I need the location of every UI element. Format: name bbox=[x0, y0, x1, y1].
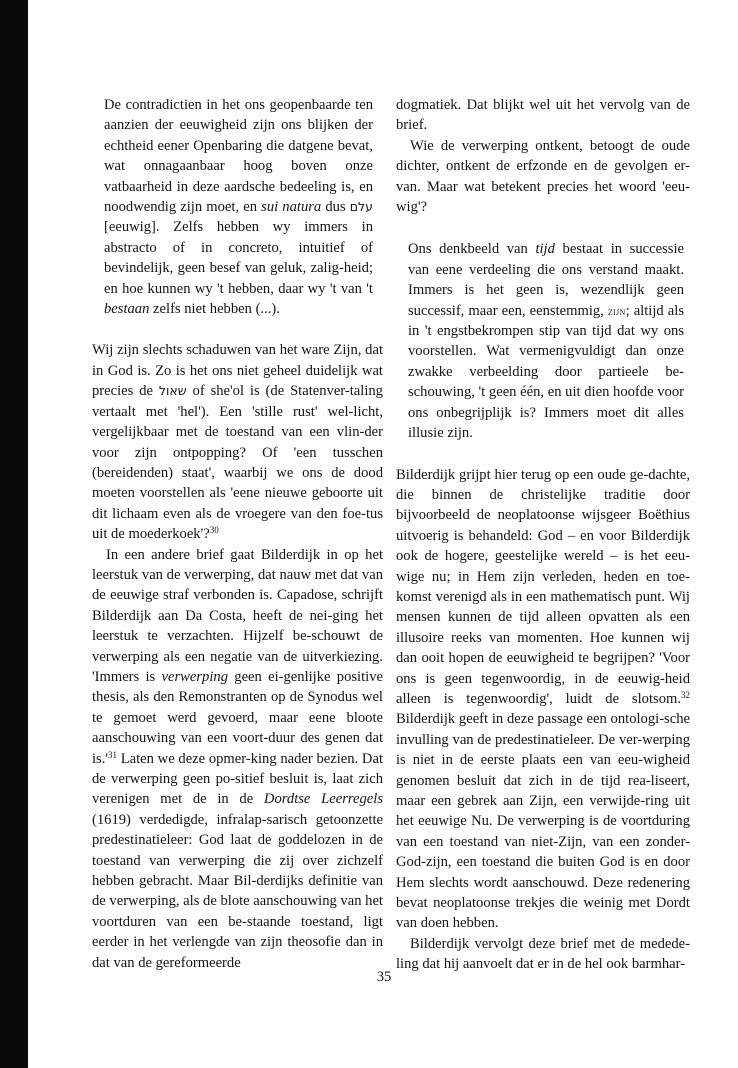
block-quote-eternity: De contradictien in het ons geopenbaarde ten aanzien der eeuwigheid zijn ons blijken der echtheid eener Openbaring die datgene bevat, wat onnagaanbaar hoog boven onze vatbaarheid in deze aardsche bedeeling is, en noodwendig zijn moet, en sui natura dus עלם [eeuwig]. Zelfs hebben wy immers in abstracto of in concreto, intuitief of bevindelijk, geen besef van geluk, zalig-heid; en hoe kunnen wy 't hebben, daar wy 't van 't bestaan zelfs niet hebben (...). bbox=[104, 97, 373, 318]
paragraph-boethius: Bilderdijk grijpt hier terug op een oude ge-dachte, die binnen de christelijke traditie door bijvoorbeeld de neoplatoonse wijsgeer Boëthius uitvoerig is behandeld: God – en voor Bilderdijk ook de hogere, geestelijke wereld – is het eeu-wige nu; in Hem zijn verleden, heden en toe-komst verenigd als in een mathematisch punt. Wij mensen kunnen de tijd alleen opvatten als een illusoire reeks van momenten. Hoe kunnen wij dan ooit hopen de eeuwigheid te begrijpen? 'Voor ons is geen tegenwoordig, in de eeuwig-heid alleen is tegenwoordig', luidt de slotsom.$^{32}$ Bilderdijk geeft in deze passage een ontologi-sche invulling van de predestinatieleer. De ver-werping is niet in de eerste plaats een van eeu-wigheid genomen besluit dat zich in de tijd rea-liseert, maar een gebrek aan Zijn, een verwijde-ring uit het eeuwige Nu. De verwerping is de voortduring van een toestand van niet-Zijn, van een zonder-God-zijn, een toestand die buiten God is en door Hem slechts wordt aanschouwd. Deze redenering bevat neoplatoonse trekjes die weinig met Dordt van doen hebben. bbox=[396, 466, 690, 932]
paragraph-denial: Wie de verwerping ontkent, betoogt de oude dichter, ontkent de erfzonde en de gevolgen er-van. Maar wat betekent precies het woord 'eeu-wig'? bbox=[396, 137, 690, 216]
page-number: 35 bbox=[376, 969, 392, 985]
paragraph-reprobation: In een andere brief gaat Bilderdijk in op het leerstuk van de verwerping, dat nauw met dat van de eeuwige straf verbonden is. Capadose, schrijft Bilderdijk aan Da Costa, heeft de nei-ging het leerstuk te verzachten. Hijzelf be-schouwt de verwerping als een negatie van de uitverkiezing. 'Immers is verwerping geen ei-genlijke positive thesis, als den Remonstranten op de Synodus wel te gemoet werd gevoerd, maar eene blootе aanschouwing van een voort-duur des genen dat $is.'^{31}$ Laten we deze opmer-king nader bezien. Dat de verwerping geen po-sitief besluit is, laat zich verenigen met de in de Dordtse Leerregels (1619) verdedigde, infralap-sarisch getoonzette predestinatieleer: God laat de goddelozen in de toestand van verwerping die zij over zichzelf hebben gebracht. Maar Bil-derdijks definitie van de verwerping, als de blote aanschouwing van het voortduren van een be-staande toestand, ligt eerder in het verlengde van zijn theosofie dan in dat van de gereformeerde bbox=[92, 546, 383, 971]
block-quote-time: Ons denkbeeld van tijd bestaat in successie van eene verdeeling die ons verstand maakt. Immers is het geen is, wezendlijk geen successif, maar een, eenstemmig, zijn; altijd als in 't engstbekrompen stip van tijd dat wy ons voorstellen. Wat vermenigvuldigt dan onze zwakke verbeelding door partieele be-schouwing, 't geen één, en uit dien hoofde voor ons onbegrijplijk is? Immers moet dit alles illusie zijn. bbox=[408, 241, 684, 442]
hebrew-word: שאול bbox=[158, 383, 187, 399]
hebrew-word: עלם bbox=[349, 199, 373, 215]
scan-binding-edge bbox=[0, 0, 28, 1068]
paragraph-dogmatics: dogmatiek. Dat blijkt wel uit het vervolg van de brief. bbox=[396, 97, 690, 134]
paragraph-mercy: Bilderdijk vervolgt deze brief met de medede-ling dat hij aanvoelt dat er in de hel ook barmhar- bbox=[396, 935, 690, 973]
paragraph-shadows: Wij zijn slechts schaduwen van het ware Zijn, dat in God is. Zo is het ons niet geheel duidelijk wat precies de שאול of she'ol is (de Statenver-taling vertaalt met 'hel'). Een 'stille rust' wel-licht, vergelijkbaar met de toestand van een vlin-der voor zijn ontpopping? Of 'een tusschen (bereidenden) staat', waarbij we ons de dood moeten voorstellen als 'eene nieuwe geboorte uit dit lichaam even als de vroegere van den foe-tus uit de moederkoek'?$^{30}$ bbox=[92, 342, 383, 543]
footnote-ref: 31 bbox=[108, 749, 118, 760]
footnote-ref: 32 bbox=[681, 689, 690, 700]
footnote-ref: 30 bbox=[209, 525, 219, 536]
right-column bbox=[396, 95, 690, 975]
left-column bbox=[92, 95, 383, 973]
